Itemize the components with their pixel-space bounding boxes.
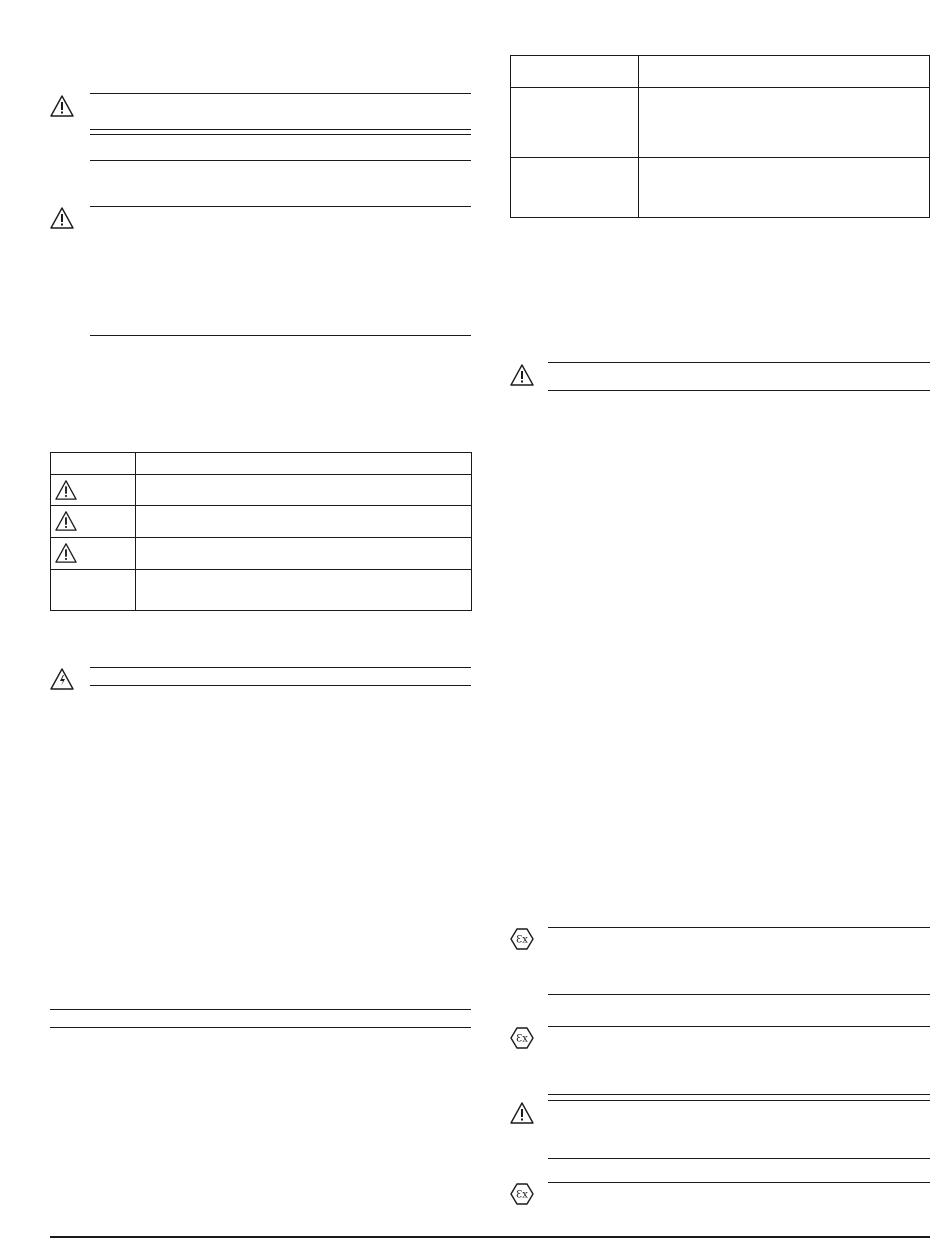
electric-shock-icon xyxy=(50,667,74,691)
warning-icon xyxy=(55,510,77,532)
ex-explosion-protection-icon xyxy=(510,927,534,951)
info-table xyxy=(510,55,930,218)
notice-rule-top xyxy=(90,667,471,668)
notice-rule-bottom xyxy=(90,129,471,130)
notice-rule-top xyxy=(548,927,930,928)
notice-rule-top xyxy=(90,206,471,207)
notice-rule-top xyxy=(548,1100,930,1101)
symbol-table xyxy=(50,452,472,611)
notice-rule-bottom xyxy=(548,994,930,995)
notice-rule-bottom xyxy=(548,1094,930,1095)
warning-icon xyxy=(50,94,74,118)
symbol-table-row-line xyxy=(50,505,472,506)
info-table-row-line xyxy=(510,87,930,88)
notice-rule-top xyxy=(90,93,471,94)
symbol-table-row-line xyxy=(50,474,472,475)
notice-rule-bottom xyxy=(90,685,471,686)
warning-icon xyxy=(510,1101,534,1125)
notice-rule-top xyxy=(548,1026,930,1027)
svg-text:Ɛx: Ɛx xyxy=(516,1033,528,1045)
notice-rule-bottom xyxy=(548,390,930,391)
notice-rule-top xyxy=(548,362,930,363)
svg-text:Ɛx: Ɛx xyxy=(516,934,528,946)
notice-rule-bottom xyxy=(548,1158,930,1159)
svg-text:Ɛx: Ɛx xyxy=(516,1189,528,1201)
page-footer-rule xyxy=(50,1236,930,1238)
symbol-table-row-line xyxy=(50,537,472,538)
warning-icon xyxy=(55,479,77,501)
section-rule xyxy=(50,1027,471,1028)
symbol-table-row-line xyxy=(50,569,472,570)
ex-explosion-protection-icon xyxy=(510,1182,534,1206)
notice-rule xyxy=(90,160,471,161)
notice-rule-bottom xyxy=(90,335,471,336)
symbol-table-divider xyxy=(135,452,136,611)
warning-icon xyxy=(55,542,77,564)
info-table-row-line xyxy=(510,157,930,158)
warning-icon xyxy=(50,206,74,230)
warning-icon xyxy=(510,363,534,387)
section-rule xyxy=(50,1009,471,1010)
info-table-divider xyxy=(638,55,639,218)
ex-explosion-protection-icon xyxy=(510,1026,534,1050)
notice-rule-bottom xyxy=(90,134,471,135)
notice-rule-top xyxy=(548,1182,930,1183)
